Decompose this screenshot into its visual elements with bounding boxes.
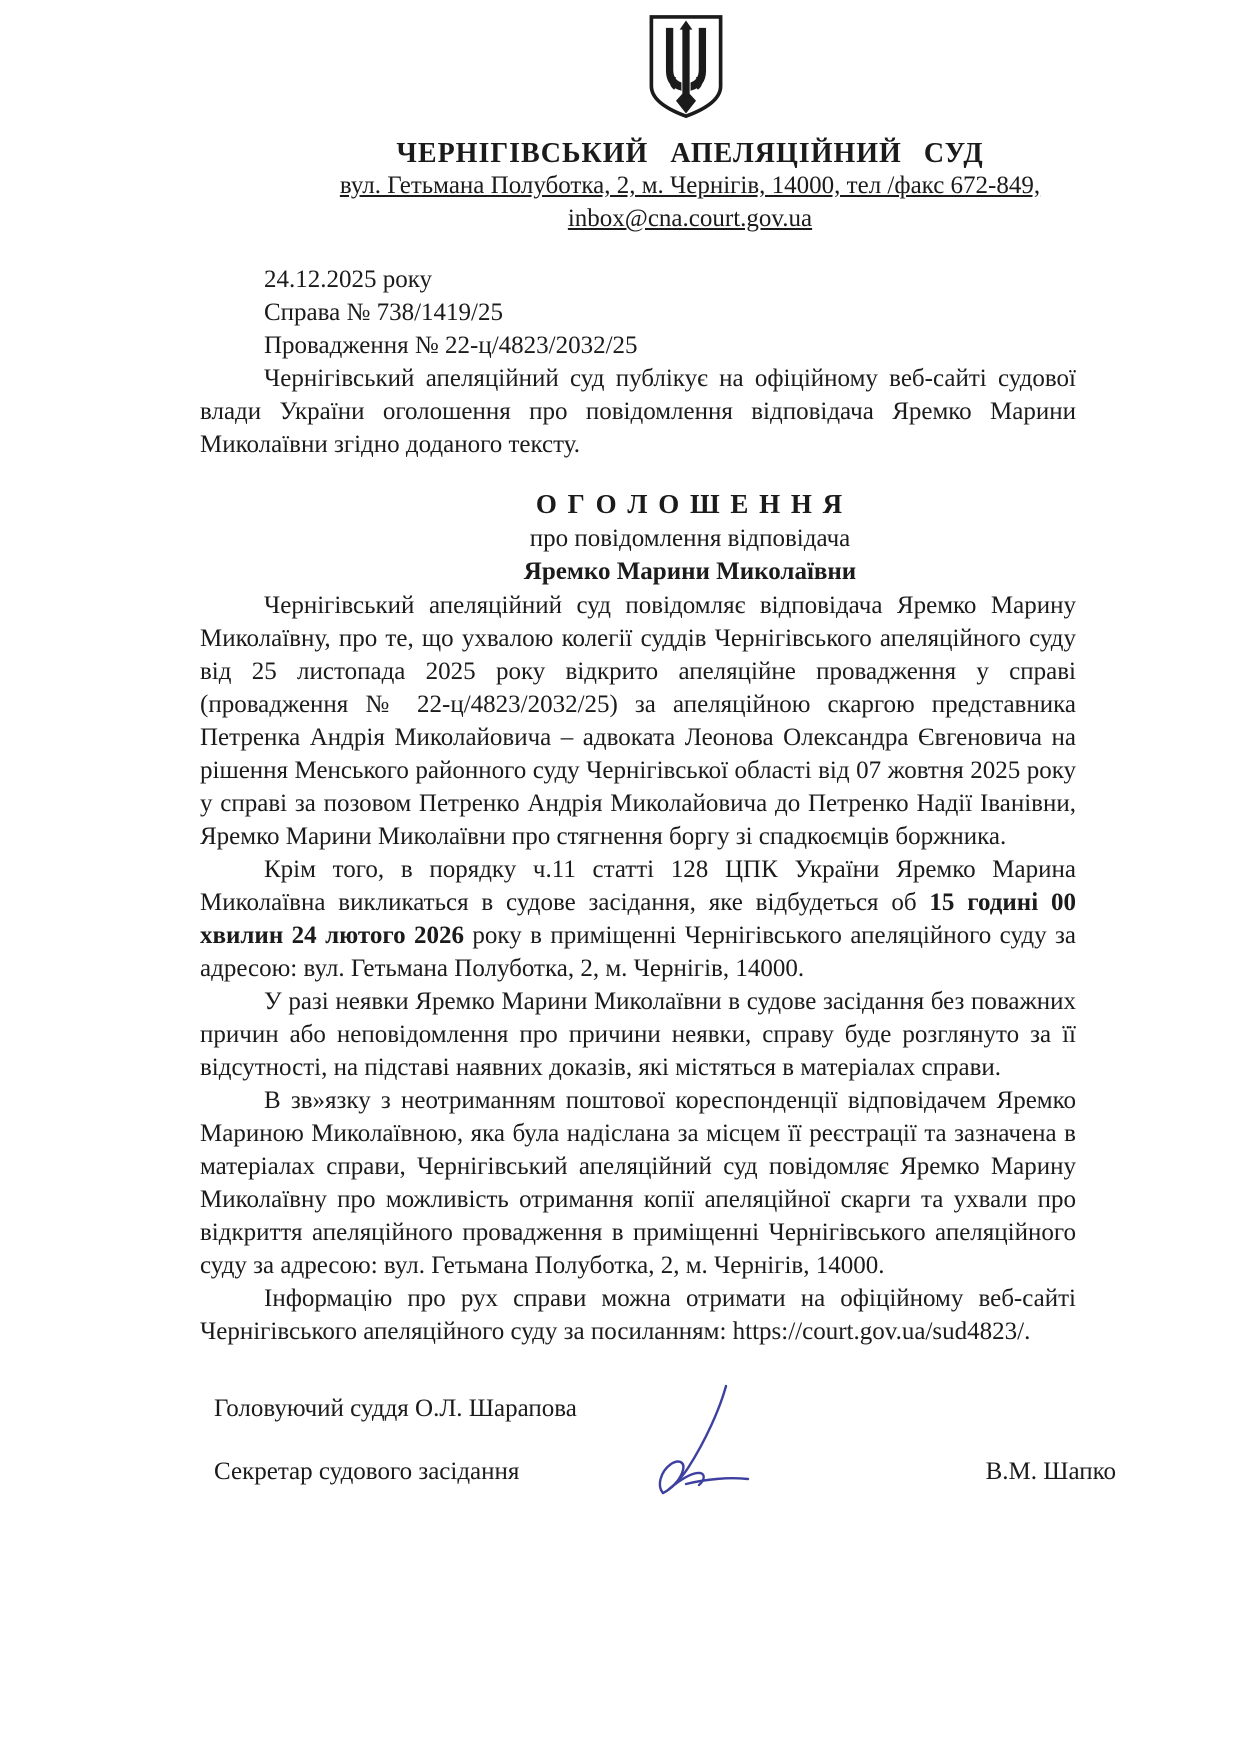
- paragraph-hearing-summons: [200, 853, 1076, 985]
- tryzub-coat-of-arms-icon: [645, 12, 727, 122]
- proceeding-number: Провадження № 22-ц/4823/2032/25: [264, 332, 638, 359]
- secretary-label: Секретар судового засідання: [214, 1458, 520, 1485]
- paragraph-case-info-link: Інформацію про рух справи можна отримати на офіційному веб-сайті Чернігівського апеляційного суду за посиланням: https://court.gov.ua/sud4823/.: [200, 1285, 1076, 1345]
- document-date: 24.12.2025 року: [264, 266, 433, 293]
- judge-signature-line: Головуючий суддя О.Л. Шарапова: [214, 1395, 577, 1422]
- court-address: вул. Гетьмана Полуботка, 2, м. Чернігів, 14000, тел /факс 672-849,: [339, 172, 1041, 199]
- hearing-text-after: року в приміщенні Чернігівського апеляційного суду за адресою: вул. Гетьмана Полуботка, 2, м. Чернігів, 14000.: [200, 922, 1076, 982]
- announcement-body: [200, 589, 1076, 1348]
- secretary-name: В.М. Шапко: [985, 1458, 1116, 1485]
- hearing-datetime: 15 годині 00 хвилин 24 лютого 2026: [200, 889, 1076, 949]
- court-email: inbox@cna.court.gov.ua: [567, 205, 813, 232]
- signature-block: [200, 1392, 1116, 1488]
- court-name: ЧЕРНІГІВСЬКИЙ АПЕЛЯЦІЙНИЙ СУД: [396, 138, 984, 169]
- paragraph-absence-warning: У разі неявки Яремко Марини Миколаївни в судове засідання без поважних причин або неповідомлення про причини неявки, справу буде розглянуто за її відсутності, на підставі наявних доказів, які містяться в матеріалах справи.: [200, 988, 1076, 1081]
- intro-paragraph: Чернігівський апеляційний суд публікує на офіційному веб-сайті судової влади України оголошення про повідомлення відповідача Яремко Марини Миколаївни згідно доданого тексту.: [200, 365, 1076, 458]
- announcement-subtitle: про повідомлення відповідача: [529, 525, 851, 552]
- case-number: Справа № 738/1419/25: [264, 299, 503, 326]
- document-content: [200, 10, 1116, 1488]
- announcement-heading: [252, 487, 1128, 589]
- case-meta: [200, 263, 1076, 362]
- respondent-name: Яремко Марини Миколаївни: [523, 558, 857, 585]
- paragraph-mail-notice: В зв»язку з неотриманням поштової кореспонденції відповідачем Яремко Мариною Миколаївною, яка була надіслана за місцем її реєстрації та зазначена в матеріалах справи, Чернігівський апеляційний суд повідомляє Яремко Марину Миколаївну про можливість отримання копії апеляційної скарги та ухвали про відкриття апеляційного провадження в приміщенні Чернігівського апеляційного суду за адресою: вул. Гетьмана Полуботка, 2, м. Чернігів, 14000.: [200, 1087, 1076, 1279]
- announcement-title: О Г О Л О Ш Е Н Н Я: [535, 489, 845, 519]
- paragraph-appeal-opened: Чернігівський апеляційний суд повідомляє відповідача Яремко Марину Миколаївну, про те, що ухвалою колегії суддів Чернігівського апеляційного суду від 25 листопада 2025 року відкрито апеляційне провадження у справі (провадження № 22-ц/4823/2032/25) за апеляційною скаргою представника Петренка Андрія Миколайовича – адвоката Леонова Олександра Євгеновича на рішення Менського районного суду Чернігівської області від 07 жовтня 2025 року у справі за позовом Петренко Андрія Миколайовича до Петренко Надії Іванівни, Яремко Марини Миколаївни про стягнення боргу зі спадкоємців боржника.: [200, 592, 1076, 850]
- emblem-block: [200, 12, 1076, 124]
- hearing-text-before: Крім того, в порядку ч.11 статті 128 ЦПК України Яремко Марина Миколаївна викликаться в судове засідання, яке відбудеться об: [200, 856, 1076, 916]
